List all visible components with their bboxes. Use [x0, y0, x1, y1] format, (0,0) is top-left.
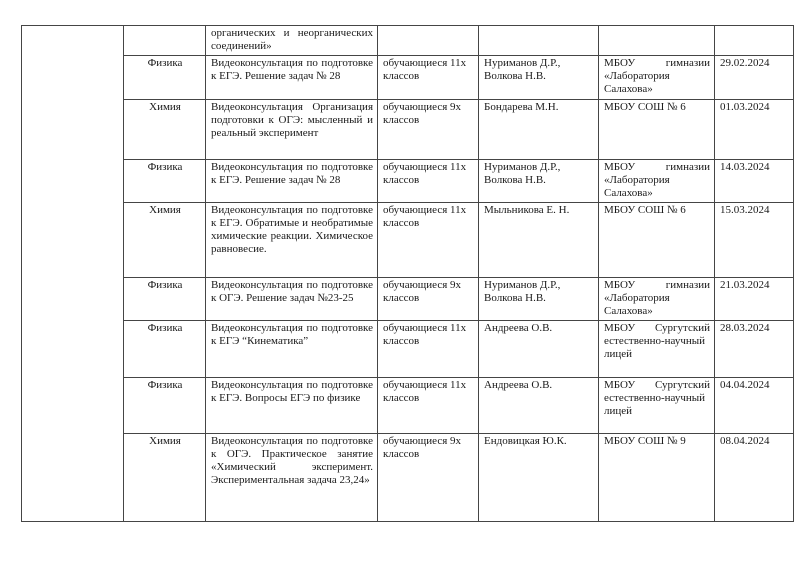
description-cell: Видеоконсультация по подготовке к ОГЭ. Решение задач №23-25	[206, 278, 378, 321]
schedule-table-body	[22, 26, 794, 522]
table-row	[22, 56, 794, 100]
subject-cell: Физика	[124, 321, 206, 378]
table-row	[22, 278, 794, 321]
subject-cell: Физика	[124, 378, 206, 434]
audience-cell: обучающиеся 11х классов	[378, 56, 479, 100]
teachers-cell: Нуриманов Д.Р., Волкова Н.В.	[479, 278, 599, 321]
date-cell: 08.04.2024	[715, 434, 794, 522]
audience-cell	[378, 26, 479, 56]
school-cell: МБОУ СОШ № 6	[599, 100, 715, 160]
subject-cell: Химия	[124, 434, 206, 522]
subject-cell	[124, 26, 206, 56]
description-cell: Видеоконсультация по подготовке к ЕГЭ. Обратимые и необратимые химические реакции. Химическое равновесие.	[206, 203, 378, 278]
description-cell: Видеоконсультация по подготовке к ЕГЭ. Вопросы ЕГЭ по физике	[206, 378, 378, 434]
description-cell: Видеоконсультация по подготовке к ЕГЭ. Решение задач № 28	[206, 160, 378, 203]
table-row	[22, 26, 794, 56]
date-cell: 01.03.2024	[715, 100, 794, 160]
school-cell	[599, 26, 715, 56]
subject-cell: Химия	[124, 203, 206, 278]
teachers-cell: Нуриманов Д.Р., Волкова Н.В.	[479, 160, 599, 203]
teachers-cell: Андреева О.В.	[479, 378, 599, 434]
table-row	[22, 434, 794, 522]
school-cell: МБОУ гимназии «Лаборатория Салахова»	[599, 278, 715, 321]
audience-cell: обучающиеся 9х классов	[378, 100, 479, 160]
table-row	[22, 160, 794, 203]
date-cell: 29.02.2024	[715, 56, 794, 100]
date-cell: 21.03.2024	[715, 278, 794, 321]
description-cell: Видеоконсультация Организация подготовки к ОГЭ: мысленный и реальный эксперимент	[206, 100, 378, 160]
audience-cell: обучающиеся 9х классов	[378, 278, 479, 321]
teachers-cell: Мыльникова Е. Н.	[479, 203, 599, 278]
description-cell: Видеоконсультация по подготовке к ОГЭ. Практическое занятие «Химический эксперимент. Экспериментальная задача 23,24»	[206, 434, 378, 522]
date-cell: 14.03.2024	[715, 160, 794, 203]
school-cell: МБОУ гимназии «Лаборатория Салахова»	[599, 160, 715, 203]
description-cell: Видеоконсультация по подготовке к ЕГЭ “Кинематика”	[206, 321, 378, 378]
school-cell: МБОУ Сургутский естественно-научный лицей	[599, 378, 715, 434]
date-cell: 04.04.2024	[715, 378, 794, 434]
subject-cell: Химия	[124, 100, 206, 160]
description-cell: органических и неорганических соединений»	[206, 26, 378, 56]
table-row	[22, 203, 794, 278]
teachers-cell: Бондарева М.Н.	[479, 100, 599, 160]
subject-cell: Физика	[124, 160, 206, 203]
date-cell: 15.03.2024	[715, 203, 794, 278]
date-cell: 28.03.2024	[715, 321, 794, 378]
school-cell: МБОУ СОШ № 9	[599, 434, 715, 522]
date-cell	[715, 26, 794, 56]
school-cell: МБОУ СОШ № 6	[599, 203, 715, 278]
empty-left-cell	[22, 26, 124, 522]
schedule-table	[21, 25, 794, 522]
table-row	[22, 100, 794, 160]
description-cell: Видеоконсультация по подготовке к ЕГЭ. Решение задач № 28	[206, 56, 378, 100]
audience-cell: обучающиеся 11х классов	[378, 203, 479, 278]
audience-cell: обучающиеся 11х классов	[378, 160, 479, 203]
teachers-cell: Ендовицкая Ю.К.	[479, 434, 599, 522]
audience-cell: обучающиеся 9х классов	[378, 434, 479, 522]
subject-cell: Физика	[124, 278, 206, 321]
table-row	[22, 378, 794, 434]
audience-cell: обучающиеся 11х классов	[378, 378, 479, 434]
table-row	[22, 321, 794, 378]
teachers-cell: Андреева О.В.	[479, 321, 599, 378]
school-cell: МБОУ Сургутский естественно-научный лицей	[599, 321, 715, 378]
school-cell: МБОУ гимназии «Лаборатория Салахова»	[599, 56, 715, 100]
audience-cell: обучающиеся 11х классов	[378, 321, 479, 378]
teachers-cell: Нуриманов Д.Р., Волкова Н.В.	[479, 56, 599, 100]
subject-cell: Физика	[124, 56, 206, 100]
teachers-cell	[479, 26, 599, 56]
